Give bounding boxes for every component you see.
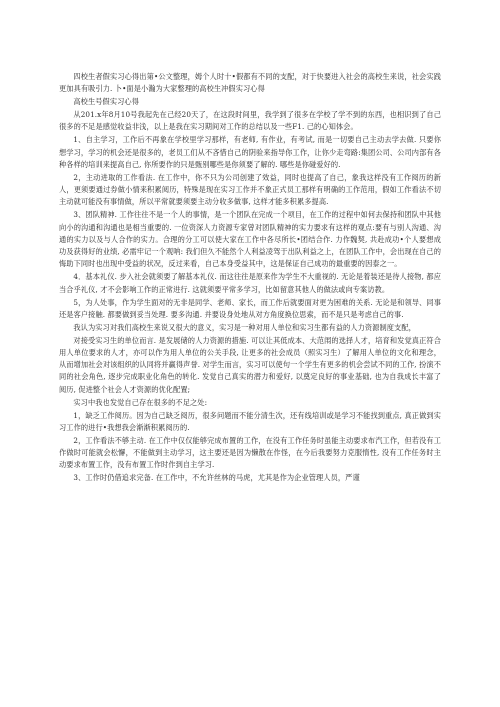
paragraph: 1，缺乏工作阅历。因为自己缺乏阅历，很多问题而不能分清生次，还有线培训或是学习不能找到重点, 真正做到实习工作的进行•我想我会渐渐积累阅历的.	[59, 410, 441, 432]
paragraph: 1、自主学习，工作后不再象在学校里学习那样，有老师, 有作业，有考试, 而是一切要自己主动去学去做. 只要你想学习，学习的机会还是很多的，老员工们从不吝惜自己的阴验来指导你工作，让你少走弯路:集团公司、公司内部有各种各样的培训来提高自己, 你所要作的只是甄别哪些是你须要了解的. 哪些是你碰爱好的.	[59, 135, 441, 169]
paragraph: 2，主动进取的工作看法. 在工作中，你不只为公司创建了效益，同时也提高了自己，象我这样没有工作阅历的新人，更须要通过券做小情来积累阅历，特殊是现在实习工作并不象正式员工那样有明确的工作范用，假如工作看法不切主动就可能没有事情做，所以平常就要须要主动分收多做事, 这样才能多积累多提高.	[59, 172, 441, 207]
paragraph: 3、工作时仍借追求完备. 在工作中，不允许丝林的马虎，尤其是作为企业管理人员，严谨	[73, 473, 360, 483]
paragraph: 实习中我也发觉自己存在很多的不足之处:	[73, 397, 208, 407]
paragraph: 从201.x年8月10号我起先在己经20天了，在这段时间里，我学到了很多在学校了学不到的东西，也相识到了自己很多的不足是感觉收益非浅，以上是我在实习期间对工作的总结以及一些F1. 己的心知体会。	[59, 110, 441, 132]
paragraph: 4．基本礼仪. 步入社会就须要了解基本礼仪. 而这往往是原来作为学生不大重视的. 无论是着装还是待人接物, 都应当合乎礼仪, 才不会影响工作的正常进行. 这就须要平常多学习，比如留意其他人的做法或向专案访教。	[59, 272, 441, 294]
paragraph: 对接受实习生的单位而言. 是发展储的人力资源的措施. 可以让其低成本、大范闱的选择人才，培育和发觉真正符合用人单位要求的人才，亦可以作为用人单位的公关手段, 让更多的社会成员（照实习生）了解用人单位的文化和理念，从而增加社会对该组织的认同将并赢得声誉. 对学生而言，实习可以使句一个学生有更多的机会尝试不同的工作, 扮演不同的社会角色, 逐步完成职业化角色的转化. 发觉自己真实的潜力和爱好, 以奠定良好的事业基础, 也为自我成长丰富了阅历, 促进整个社会人才资源的优化配置;	[59, 335, 441, 394]
intro-paragraph: 四校生者假实习心得出第•公文整理，姆个人时十•假都有不同的支配，对于快要进入社会的高校生来说，社会实践更加具有吸引力. 卜•面是小瀚为大家整理的高校生冲假实习心得	[59, 72, 441, 94]
document-body	[59, 71, 441, 485]
section-title: 高校生号假实习心得	[73, 97, 139, 107]
paragraph: 5，为人处事，作为学生面对的无非是同学、老师、家长，而工作后就要面对更为困难的关系. 无论是和领导、同事还是客户接触. 都要做到妥当处理. 要多沟通. 并要设身处地从对方角度换位思索，而不是只是考虑自己的事.	[59, 297, 441, 319]
paragraph: 我认为实习对我们高校生来说又很大的意义，实习是一种对用人单位和实习生都有益的人力资源制度支配，	[73, 322, 416, 332]
paragraph: 2，工作看法不够主动. 在工作中仅仅能够完成布置的工作，在没有工作任务时虽能主动要求布汽工作，但若没有工作做时可能就会松懈，不能做到主动学习，这主要还是因为懒散在作怪，在今后我要努力克服惰性, 没有工作任务时主动要求布置工作，没有布置工作时作到自主学习.	[59, 435, 441, 470]
paragraph: 3、团队精神. 工作往往不是一个人的事情，是一个团队在完成一个项目，在工作的过程中如何去保持和团队中其他向小的沟通和沟通也是相当重要的. 一位资深人力资源专家曾对团队精神的实力要求有这样的观点:要有与别人沟通、沟通的实力以及与人合作的实力。合理的分工可以使大家在工作中各尽所长•团结合作. 力作魏契, 共赴成功•个人要想成功及获得好的业绩, 必需牢记一个观呐: 我们但久不能然个人利益凌驾于出队利益之上，在团队工作中，会出现在自己的悔助下同时也出现中受益的状况，反过来看，自己本身受益其中，这是保证自己成功的最重要的因泰之一。	[59, 210, 441, 269]
